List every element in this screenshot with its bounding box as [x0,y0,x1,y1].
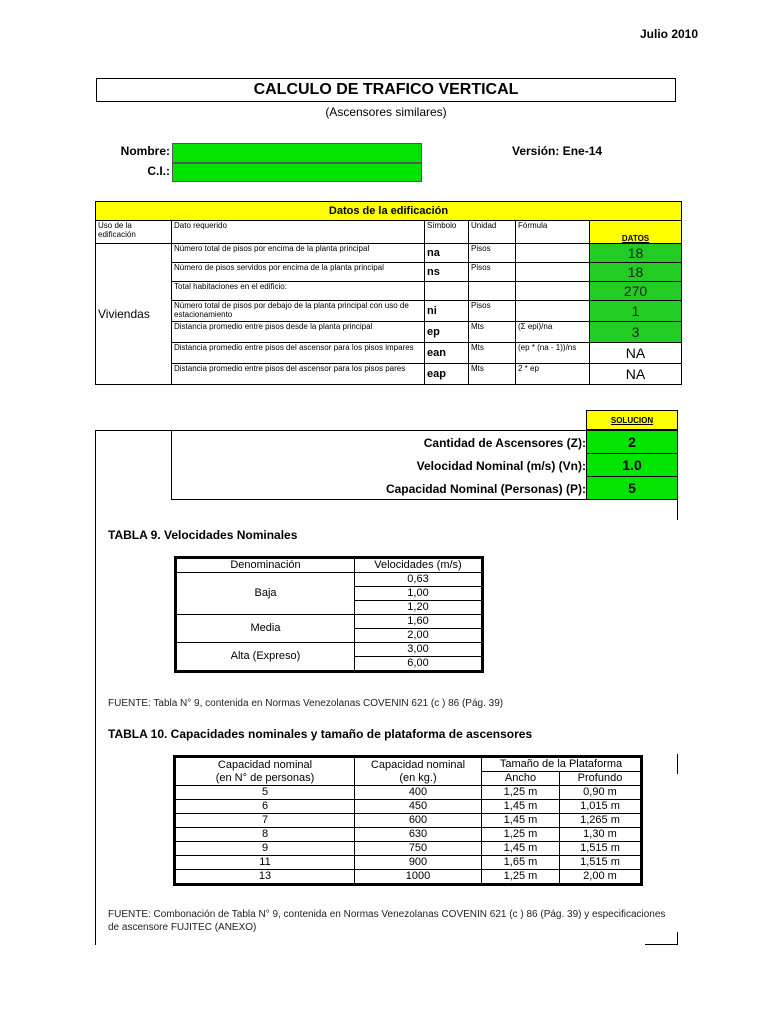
tabla10-col-ancho: Ancho [482,772,560,786]
formula-cell [516,263,590,282]
tabla10-cell: 400 [355,786,482,800]
valor-ean: NA [590,343,682,364]
tabla10-cell: 1,265 m [560,814,641,828]
tabla9-value: 1,20 [355,601,482,615]
tabla10-cell: 13 [176,870,355,884]
tabla10-cell: 1,65 m [482,856,560,870]
tabla10-cell: 1,25 m [482,870,560,884]
solucion-capacidad-value: 5 [586,476,678,500]
tabla10-h1a: Capacidad nominal [217,758,313,771]
simbolo-cell: ean [425,343,469,364]
tabla10-cell: 1,515 m [560,856,641,870]
dato-cell: Número de pisos servidos por encima de la planta principal [172,263,425,282]
tabla10-cell: 630 [355,828,482,842]
col-unidad-header: Unidad [469,221,516,244]
solucion-ascensores-value: 2 [586,430,678,454]
tabla10-h2a: Capacidad nominal [370,758,466,771]
tabla10-cell: 1,25 m [482,828,560,842]
valor-ns[interactable]: 18 [590,263,682,282]
tabla10-cell: 900 [355,856,482,870]
tabla9-title: TABLA 9. Velocidades Nominales [108,528,298,542]
tabla9 [176,558,482,671]
tabla9-group-media: Media [177,615,355,643]
valor-habitaciones[interactable]: 270 [590,282,682,301]
tabla9-value: 0,63 [355,573,482,587]
valor-ni[interactable]: 1 [590,301,682,322]
dato-cell: Número total de pisos por debajo de la planta principal con uso de estacionamiento [172,301,425,322]
simbolo-cell [425,282,469,301]
tabla9-fuente: FUENTE: Tabla N° 9, contenida en Normas Venezolanas COVENIN 621 (c ) 86 (Pág. 39) [108,698,504,709]
unidad-cell: Mts [469,364,516,385]
simbolo-cell: ns [425,263,469,282]
tabla10-fuente: FUENTE: Combonación de Tabla N° 9, contenida en Normas Venezolanas COVENIN 621 (c ) 86 (Pág. 39) y especificaciones de ascensore FUJITEC (ANEXO) [108,909,666,933]
col-formula-header: Fórmula [516,221,590,244]
tabla10-cell: 7 [176,814,355,828]
formula-cell [516,244,590,263]
tabla10-cell: 1,25 m [482,786,560,800]
frame-line [645,944,678,945]
ci-label: C.I.: [147,164,170,178]
col-datos-header: DATOS [590,221,682,244]
tabla10-cell: 9 [176,842,355,856]
simbolo-cell: ni [425,301,469,322]
tabla10-h2b: (en kg.) [399,771,437,784]
ci-field[interactable] [172,163,422,182]
formula-cell [516,282,590,301]
tabla10-cell: 0,90 m [560,786,641,800]
frame-line [677,754,678,774]
dato-cell: Total habitaciones en el edificio: [172,282,425,301]
tabla10-col-profundo: Profundo [560,772,641,786]
tabla10-cell: 6 [176,800,355,814]
tabla10-cell: 1,45 m [482,800,560,814]
col-dato-header: Dato requerido [172,221,425,244]
datos-section-title: Datos de la edificación [96,202,682,221]
tabla9-value: 2,00 [355,629,482,643]
tabla10-cell: 1000 [355,870,482,884]
dato-cell: Distancia promedio entre pisos del ascensor para los pisos impares [172,343,425,364]
tabla9-value: 1,00 [355,587,482,601]
tabla10-title: TABLA 10. Capacidades nominales y tamaño de plataforma de ascensores [108,727,533,741]
frame-line [677,932,678,945]
valor-na[interactable]: 18 [590,244,682,263]
simbolo-cell: na [425,244,469,263]
tabla9-group-baja: Baja [177,573,355,615]
datos-table [95,201,682,385]
tabla10-cell: 750 [355,842,482,856]
unidad-cell: Pisos [469,263,516,282]
solucion-ascensores-label: Cantidad de Ascensores (Z): [423,436,586,450]
tabla9-value: 6,00 [355,657,482,671]
version-label: Versión: Ene-14 [512,144,603,158]
formula-cell: (ep * (na - 1))/ns [516,343,590,364]
tabla9-group-alta: Alta (Expreso) [177,643,355,671]
tabla10-col-plataforma: Tamaño de la Plataforma [482,758,641,772]
formula-cell: 2 * ep [516,364,590,385]
col-simbolo-header: Símbolo [425,221,469,244]
solucion-velocidad-label: Velocidad Nominal (m/s) (Vn): [416,459,586,473]
tabla10-cell: 1,45 m [482,814,560,828]
dato-cell: Distancia promedio entre pisos del ascensor para los pisos pares [172,364,425,385]
solucion-velocidad-value: 1.0 [586,453,678,477]
tabla9-value: 1,60 [355,615,482,629]
nombre-field[interactable] [172,143,422,163]
tabla10-cell: 2,00 m [560,870,641,884]
unidad-cell: Pisos [469,301,516,322]
tabla10-cell: 5 [176,786,355,800]
dato-cell: Distancia promedio entre pisos desde la planta principal [172,322,425,343]
tabla10-cell: 600 [355,814,482,828]
tabla9-col-velocidades: Velocidades (m/s) [355,559,482,573]
tabla9-col-denominacion: Denominación [177,559,355,573]
unidad-cell [469,282,516,301]
tabla9-value: 3,00 [355,643,482,657]
tabla10 [175,757,641,884]
formula-cell: (Σ epi)/na [516,322,590,343]
solucion-capacidad-label: Capacidad Nominal (Personas) (P): [385,482,586,496]
unidad-cell: Mts [469,343,516,364]
uso-viviendas: Viviendas [96,244,172,385]
tabla10-cell: 1,015 m [560,800,641,814]
tabla10-col-personas [176,758,355,786]
simbolo-cell: ep [425,322,469,343]
solucion-header: SOLUCION [586,410,678,430]
dato-cell: Número total de pisos por encima de la planta principal [172,244,425,263]
tabla10-cell: 11 [176,856,355,870]
tabla10-h1b: (en N° de personas) [215,771,315,784]
valor-eap: NA [590,364,682,385]
tabla10-col-kg [355,758,482,786]
tabla10-cell: 450 [355,800,482,814]
unidad-cell: Mts [469,322,516,343]
unidad-cell: Pisos [469,244,516,263]
tabla10-cell: 1,515 m [560,842,641,856]
frame-line [677,500,678,520]
tabla10-cell: 8 [176,828,355,842]
tabla10-cell: 1,45 m [482,842,560,856]
document-date: Julio 2010 [640,27,699,41]
frame-line [95,430,171,431]
valor-ep[interactable]: 3 [590,322,682,343]
page-title: CALCULO DE TRAFICO VERTICAL [96,78,676,102]
simbolo-cell: eap [425,364,469,385]
frame-line [95,430,96,945]
nombre-label: Nombre: [120,144,170,158]
formula-cell [516,301,590,322]
tabla10-cell: 1,30 m [560,828,641,842]
page-subtitle: (Ascensores similares) [325,105,447,119]
col-uso-header: Uso de la edificación [96,221,172,244]
